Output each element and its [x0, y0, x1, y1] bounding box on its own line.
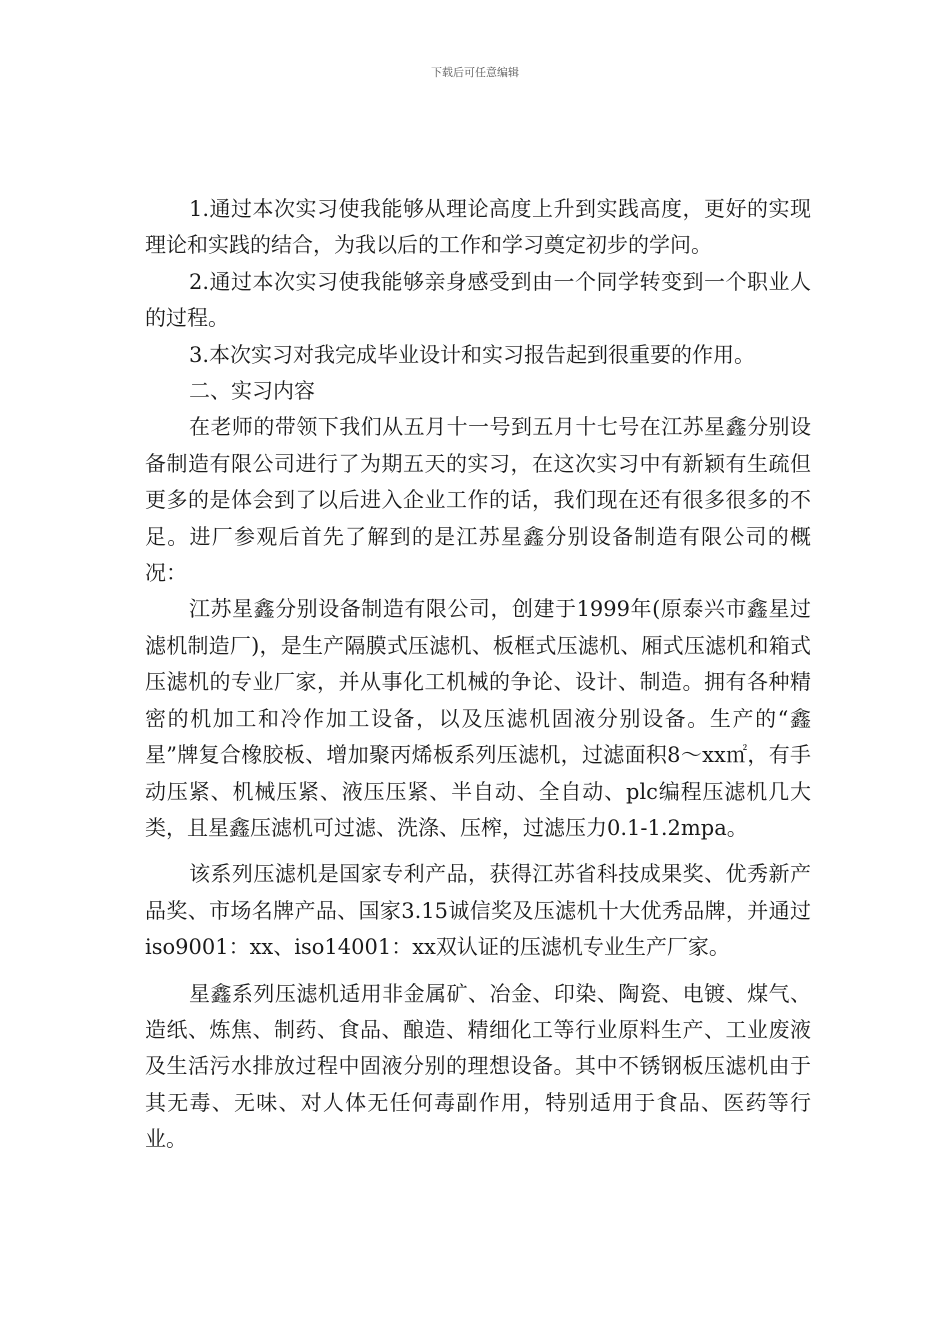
page-header-note: 下载后可任意编辑 — [431, 66, 519, 79]
paragraph-company-profile: 江苏星鑫分别设备制造有限公司，创建于1999年(原泰兴市鑫星过滤机制造厂)，是生产隔膜式压滤机、板框式压滤机、厢式压滤机和箱式压滤机的专业厂家，并从事化工机械的争论、设计、制造。拥有各种精密的机加工和冷作加工设备，以及压滤机固液分别设备。生产的“鑫星”牌复合橡胶板、增加聚丙烯板系列压滤机，过滤面积8～xx㎡，有手动压紧、机械压紧、液压压紧、半自动、全自动、plc编程压滤机几大类，且星鑫压滤机可过滤、洗涤、压榨，过滤压力0.1-1.2mpa。 — [145, 597, 811, 840]
paragraph-point-2: 2.通过本次实习使我能够亲身感受到由一个同学转变到一个职业人的过程。 — [145, 269, 811, 331]
paragraph-internship-intro: 在老师的带领下我们从五月十一号到五月十七号在江苏星鑫分别设备制造有限公司进行了为期五天的实习，在这次实习中有新颖有生疏但更多的是体会到了以后进入企业工作的话，我们现在还有很多很多的不足。进厂参观后首先了解到的是江苏星鑫分别设备制造有限公司的概况： — [145, 415, 811, 586]
paragraph-point-1: 1.通过本次实习使我能够从理论高度上升到实践高度，更好的实现理论和实践的结合，为我以后的工作和学习奠定初步的学问。 — [145, 197, 811, 258]
document-body — [145, 191, 811, 1158]
paragraph-point-3: 3.本次实习对我完成毕业设计和实习报告起到很重要的作用。 — [189, 342, 756, 367]
section-heading-internship-content: 二、实习内容 — [189, 379, 315, 404]
paragraph-patent-awards: 该系列压滤机是国家专利产品，获得江苏省科技成果奖、优秀新产品奖、市场名牌产品、国家3.15诚信奖及压滤机十大优秀品牌，并通过iso9001：xx、iso14001：xx双认证的压滤机专业生产厂家。 — [145, 862, 811, 960]
paragraph-applications: 星鑫系列压滤机适用非金属矿、冶金、印染、陶瓷、电镀、煤气、造纸、炼焦、制药、食品、酿造、精细化工等行业原料生产、工业废液及生活污水排放过程中固液分别的理想设备。其中不锈钢板压滤机由于其无毒、无味、对人体无任何毒副作用，特别适用于食品、医药等行业。 — [145, 981, 811, 1152]
